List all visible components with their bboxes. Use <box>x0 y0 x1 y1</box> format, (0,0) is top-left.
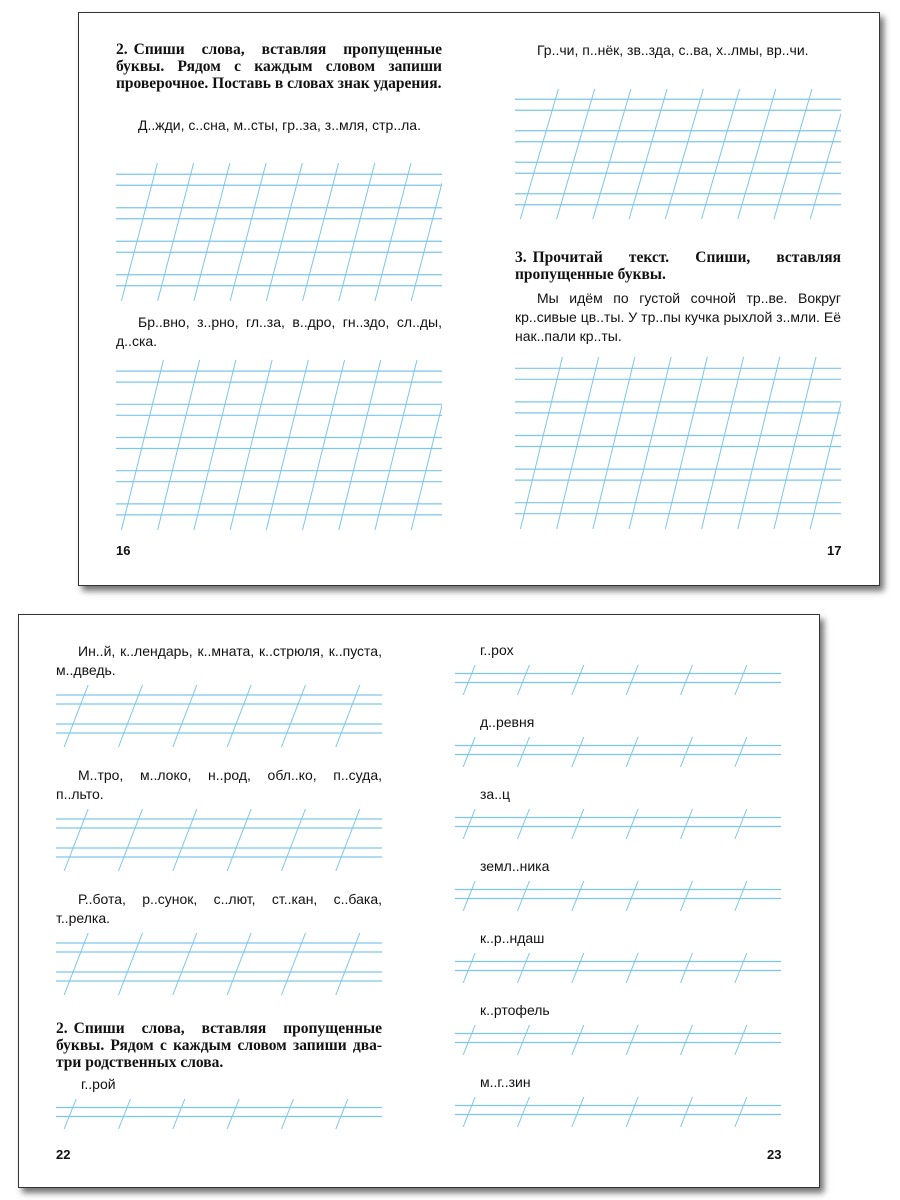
slant-guide-line <box>629 89 667 219</box>
slant-guide-line <box>517 665 529 695</box>
slant-guide-line <box>572 737 584 767</box>
slant-guide-line <box>281 685 305 747</box>
slant-guide-line <box>375 360 417 530</box>
task-text: Спиши слова, вставляя пропущенные буквы. Рядом с каждым словом запиши два-три родственных слова. <box>56 1020 382 1071</box>
slant-guide-line <box>810 114 841 219</box>
slant-guide-line <box>230 163 266 301</box>
writing-lines[interactable] <box>515 89 841 219</box>
slant-guide-line <box>680 953 692 983</box>
slant-guide-line <box>64 685 88 747</box>
slant-guide-line <box>281 1099 293 1129</box>
slant-guide-line <box>173 933 197 995</box>
slant-guide-line <box>339 163 375 301</box>
slant-guide-line <box>64 933 88 995</box>
word-list <box>515 41 841 60</box>
slant-guide-line <box>680 809 692 839</box>
slant-guide-line <box>336 933 360 995</box>
slant-guide-line <box>626 665 638 695</box>
slant-guide-line <box>463 737 475 767</box>
slant-guide-line <box>735 1097 747 1127</box>
word-list <box>116 116 442 135</box>
writing-lines[interactable] <box>455 737 781 767</box>
slant-guide-line <box>735 665 747 695</box>
slant-guide-line <box>266 360 308 530</box>
slant-guide-line <box>517 881 529 911</box>
word-item <box>455 642 781 658</box>
writing-lines[interactable] <box>56 1099 382 1129</box>
writing-lines[interactable] <box>56 685 382 747</box>
slant-guide-line <box>281 809 305 871</box>
word-item <box>455 1002 781 1018</box>
page-number: 17 <box>827 543 842 558</box>
slant-guide-line <box>774 89 812 219</box>
writing-lines[interactable] <box>455 881 781 911</box>
slant-guide-line <box>375 163 411 301</box>
task-text: Спиши слова, вставляя пропущенные буквы. Рядом с каждым словом запиши проверочное. Поставь в словах знак ударения. <box>116 41 442 92</box>
slant-guide-line <box>520 89 558 219</box>
writing-lines[interactable] <box>515 357 841 529</box>
task-number: 2. <box>56 1020 68 1037</box>
slant-guide-line <box>336 809 360 871</box>
task-text: Прочитай текст. Спиши, вставляя пропущенные буквы. <box>515 249 841 283</box>
slant-guide-line <box>810 403 841 529</box>
task-3-instructions <box>515 249 841 283</box>
slant-guide-line <box>118 933 142 995</box>
slant-guide-line <box>626 737 638 767</box>
slant-guide-line <box>463 881 475 911</box>
word-list-text: Д..жди, с..сна, м..сты, гр..за, з..мля, стр..ла. <box>138 117 421 133</box>
slant-guide-line <box>735 881 747 911</box>
spread-pages-16-17 <box>78 12 880 586</box>
slant-guide-line <box>626 953 638 983</box>
word-text: г..рой <box>81 1076 116 1092</box>
slant-guide-line <box>572 881 584 911</box>
writing-lines[interactable] <box>455 1097 781 1127</box>
word-list-text: Бр..вно, з..рно, гл..за, в..дро, гн..здо, сл..ды, д..ска. <box>116 314 442 349</box>
slant-guide-line <box>735 1025 747 1055</box>
slant-guide-line <box>572 809 584 839</box>
slant-guide-line <box>735 953 747 983</box>
slant-guide-line <box>680 881 692 911</box>
task-number: 2. <box>116 41 128 58</box>
word-list <box>56 642 382 680</box>
word-item <box>56 1076 382 1092</box>
slant-guide-line <box>303 163 339 301</box>
slant-guide-line <box>303 360 345 530</box>
writing-lines[interactable] <box>455 665 781 695</box>
slant-guide-line <box>572 665 584 695</box>
slant-guide-line <box>194 163 230 301</box>
reading-text <box>515 289 841 346</box>
writing-lines[interactable] <box>455 809 781 839</box>
slant-guide-line <box>680 737 692 767</box>
task-number: 3. <box>515 249 527 266</box>
slant-guide-line <box>517 1025 529 1055</box>
slant-guide-line <box>517 953 529 983</box>
slant-guide-line <box>626 809 638 839</box>
slant-guide-line <box>121 163 157 301</box>
word-text: за..ц <box>480 786 511 802</box>
slant-guide-line <box>572 953 584 983</box>
slant-guide-line <box>463 1025 475 1055</box>
task-2-instructions <box>116 41 442 92</box>
word-list-text: Ин..й, к..лендарь, к..мната, к..стрюля, к..пуста, м..дведь. <box>56 643 382 678</box>
slant-guide-line <box>735 809 747 839</box>
writing-lines[interactable] <box>455 953 781 983</box>
word-list-text: Р..бота, р..сунок, с..лют, ст..кан, с..бака, т..релка. <box>56 891 382 926</box>
task-2-instructions <box>56 1020 382 1071</box>
slant-guide-line <box>336 685 360 747</box>
slant-guide-line <box>227 1099 239 1129</box>
slant-guide-line <box>194 360 236 530</box>
word-text: м..г..зин <box>480 1074 531 1090</box>
slant-guide-line <box>463 809 475 839</box>
word-text: к..р..ндаш <box>480 930 545 946</box>
word-item <box>455 714 781 730</box>
word-text: к..ртофель <box>480 1002 550 1018</box>
slant-guide-line <box>626 1097 638 1127</box>
writing-lines[interactable] <box>56 809 382 871</box>
slant-guide-line <box>118 1099 130 1129</box>
slant-guide-line <box>572 1025 584 1055</box>
word-item <box>455 930 781 946</box>
slant-guide-line <box>336 1099 348 1129</box>
slant-guide-line <box>680 1025 692 1055</box>
word-text: земл..ника <box>480 858 550 874</box>
slant-guide-line <box>702 89 740 219</box>
slant-guide-line <box>572 1097 584 1127</box>
slant-guide-line <box>173 1099 185 1129</box>
slant-guide-line <box>738 89 776 219</box>
slant-guide-line <box>173 685 197 747</box>
word-text: г..рох <box>480 642 514 658</box>
writing-lines[interactable] <box>455 1025 781 1055</box>
slant-guide-line <box>64 809 88 871</box>
slant-guide-line <box>517 1097 529 1127</box>
slant-guide-line <box>227 933 251 995</box>
writing-lines[interactable] <box>116 360 442 530</box>
word-item <box>455 1074 781 1090</box>
word-text: д..ревня <box>480 714 535 730</box>
slant-guide-line <box>281 933 305 995</box>
slant-guide-line <box>411 183 442 301</box>
reading-text-body: Мы идём по густой сочной тр..ве. Вокруг кр..сивые цв..ты. У тр..пы кучка рыхлой з..мли. Её нак..пали кр..ты. <box>515 290 841 344</box>
slant-guide-line <box>593 89 631 219</box>
page-number: 23 <box>767 1147 782 1162</box>
slant-guide-line <box>557 89 595 219</box>
slant-guide-line <box>735 737 747 767</box>
writing-lines[interactable] <box>56 933 382 995</box>
word-list-text: Гр..чи, п..нёк, зв..зда, с..ва, х..лмы, вр..чи. <box>537 42 809 58</box>
slant-guide-line <box>517 737 529 767</box>
word-list <box>56 890 382 928</box>
slant-guide-line <box>665 89 703 219</box>
slant-guide-line <box>230 360 272 530</box>
word-list-text: М..тро, м..локо, н..род, обл..ко, п..суда, п..льто. <box>56 767 382 802</box>
slant-guide-line <box>680 1097 692 1127</box>
slant-guide-line <box>411 405 442 530</box>
slant-guide-line <box>158 163 194 301</box>
writing-lines[interactable] <box>116 163 442 301</box>
slant-guide-line <box>266 163 302 301</box>
slant-guide-line <box>118 809 142 871</box>
page-number: 22 <box>56 1147 71 1162</box>
word-list <box>116 313 442 351</box>
slant-guide-line <box>463 953 475 983</box>
slant-guide-line <box>118 685 142 747</box>
slant-guide-line <box>339 360 381 530</box>
slant-guide-line <box>626 881 638 911</box>
slant-guide-line <box>227 685 251 747</box>
slant-guide-line <box>121 360 163 530</box>
slant-guide-line <box>463 1097 475 1127</box>
slant-guide-line <box>173 809 197 871</box>
slant-guide-line <box>158 360 200 530</box>
slant-guide-line <box>227 809 251 871</box>
page-number: 16 <box>116 543 131 558</box>
slant-guide-line <box>626 1025 638 1055</box>
slant-guide-line <box>680 665 692 695</box>
word-item <box>455 786 781 802</box>
word-item <box>455 858 781 874</box>
word-list <box>56 766 382 804</box>
spread-pages-22-23 <box>18 614 820 1188</box>
slant-guide-line <box>517 809 529 839</box>
slant-guide-line <box>463 665 475 695</box>
slant-guide-line <box>64 1099 76 1129</box>
